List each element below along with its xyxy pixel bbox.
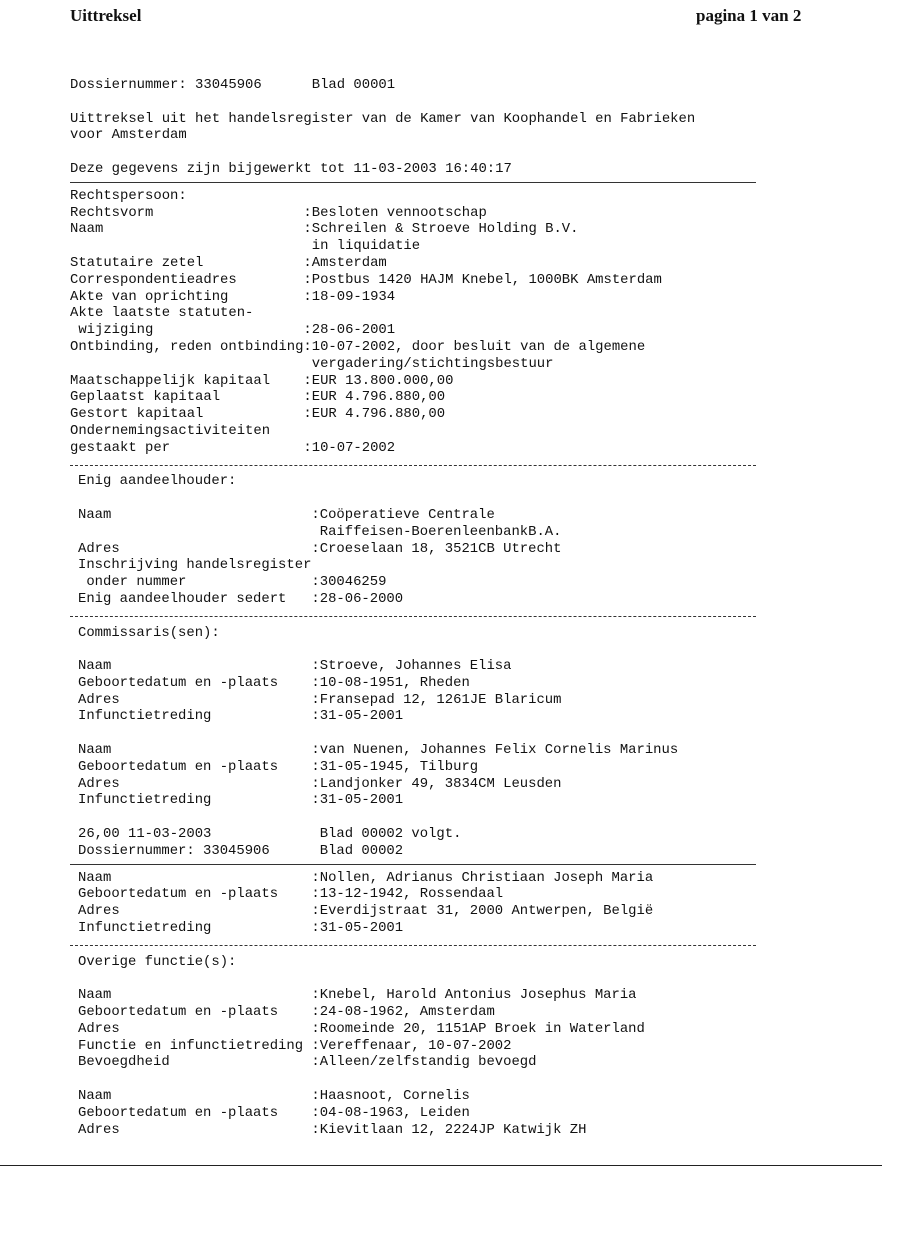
- document-line: Adres :Landjonker 49, 3834CM Leusden: [78, 775, 562, 792]
- page-header-title: Uittreksel: [70, 6, 142, 25]
- blank-line: [70, 725, 770, 742]
- document-line: Adres :Roomeinde 20, 1151AP Broek in Waterland: [78, 1020, 645, 1037]
- document-line: Rechtspersoon:: [70, 187, 187, 204]
- document-line: in liquidatie: [70, 238, 421, 255]
- document-line: Infunctietreding :31-05-2001: [78, 792, 404, 809]
- document-line: Adres :Everdijstraat 31, 2000 Antwerpen, België: [78, 903, 654, 920]
- document-line: Rechtsvorm :Besloten vennootschap: [70, 204, 487, 221]
- document-line: Enig aandeelhouder sedert :28-06-2000: [78, 590, 404, 607]
- document-line: Adres :Fransepad 12, 1261JE Blaricum: [78, 691, 562, 708]
- blank-line: [70, 641, 770, 658]
- blank-line: [70, 490, 770, 507]
- section-separator: [70, 937, 770, 954]
- section-rule: [70, 860, 770, 870]
- document-line: 26,00 11-03-2003 Blad 00002 volgt.: [78, 826, 462, 843]
- document-line: Ontbinding, reden ontbinding:10-07-2002, door besluit van de algemene: [70, 338, 646, 355]
- document-line: Naam :Coöperatieve Centrale: [78, 506, 495, 523]
- document-line: Adres :Kievitlaan 12, 2224JP Katwijk ZH: [78, 1121, 587, 1138]
- document-line: Geboortedatum en -plaats :10-08-1951, Rheden: [78, 674, 470, 691]
- document-line: Naam :Haasnoot, Cornelis: [78, 1088, 470, 1105]
- document-line: Naam :Stroeve, Johannes Elisa: [78, 658, 512, 675]
- document-line: Raiffeisen-BoerenleenbankB.A.: [78, 523, 562, 540]
- document-line: Uittreksel uit het handelsregister van de Kamer van Koophandel en Fabrieken: [70, 110, 696, 127]
- blank-line: [70, 970, 770, 987]
- bottom-rule: [0, 1165, 882, 1166]
- blank-line: [70, 144, 770, 161]
- document-line: Naam :van Nuenen, Johannes Felix Cornelis Marinus: [78, 742, 679, 759]
- document-line: Infunctietreding :31-05-2001: [78, 708, 404, 725]
- document-line: Geboortedatum en -plaats :24-08-1962, Amsterdam: [78, 1004, 495, 1021]
- document-line: wijziging :28-06-2001: [70, 322, 396, 339]
- document-line: Bevoegdheid :Alleen/zelfstandig bevoegd: [78, 1054, 537, 1071]
- document-line: Gestort kapitaal :EUR 4.796.880,00: [70, 406, 446, 423]
- document-line: Naam :Knebel, Harold Antonius Josephus Maria: [78, 987, 637, 1004]
- blank-line: [70, 809, 770, 826]
- document-line: Akte van oprichting :18-09-1934: [70, 288, 396, 305]
- document-line: Correspondentieadres :Postbus 1420 HAJM Knebel, 1000BK Amsterdam: [70, 271, 662, 288]
- register-extract-body: [70, 77, 770, 1138]
- document-line: Enig aandeelhouder:: [78, 473, 237, 490]
- section-rule: [70, 178, 770, 188]
- section-separator: [70, 608, 770, 625]
- document-line: Akte laatste statuten-: [70, 305, 254, 322]
- document-line: Geboortedatum en -plaats :13-12-1942, Rossendaal: [78, 886, 504, 903]
- document-line: Geboortedatum en -plaats :31-05-1945, Tilburg: [78, 758, 479, 775]
- document-line: Ondernemingsactiviteiten: [70, 422, 271, 439]
- document-line: Dossiernummer: 33045906 Blad 00002: [78, 842, 404, 859]
- document-line: Dossiernummer: 33045906 Blad 00001: [70, 77, 396, 93]
- blank-line: [70, 94, 770, 111]
- document-line: Naam :Schreilen & Stroeve Holding B.V.: [70, 221, 579, 238]
- section-separator: [70, 457, 770, 474]
- document-line: Inschrijving handelsregister: [78, 557, 312, 574]
- document-line: Geboortedatum en -plaats :04-08-1963, Leiden: [78, 1104, 470, 1121]
- document-line: onder nummer :30046259: [78, 574, 387, 591]
- document-line: Overige functie(s):: [78, 953, 237, 970]
- document-line: vergadering/stichtingsbestuur: [70, 355, 554, 372]
- blank-line: [70, 1071, 770, 1088]
- page-number: pagina 1 van 2: [696, 6, 802, 25]
- document-line: Functie en infunctietreding :Vereffenaar, 10-07-2002: [78, 1037, 512, 1054]
- document-line: Commissaris(sen):: [78, 624, 220, 641]
- document-line: Geplaatst kapitaal :EUR 4.796.880,00: [70, 389, 446, 406]
- document-line: Naam :Nollen, Adrianus Christiaan Joseph Maria: [78, 869, 654, 886]
- document-line: Adres :Croeselaan 18, 3521CB Utrecht: [78, 540, 562, 557]
- document-line: Deze gegevens zijn bijgewerkt tot 11-03-2003 16:40:17: [70, 160, 512, 177]
- document-line: Statutaire zetel :Amsterdam: [70, 254, 387, 271]
- document-line: Maatschappelijk kapitaal :EUR 13.800.000,00: [70, 372, 454, 389]
- document-line: gestaakt per :10-07-2002: [70, 439, 396, 456]
- document-line: voor Amsterdam: [70, 127, 187, 144]
- document-line: Infunctietreding :31-05-2001: [78, 920, 404, 937]
